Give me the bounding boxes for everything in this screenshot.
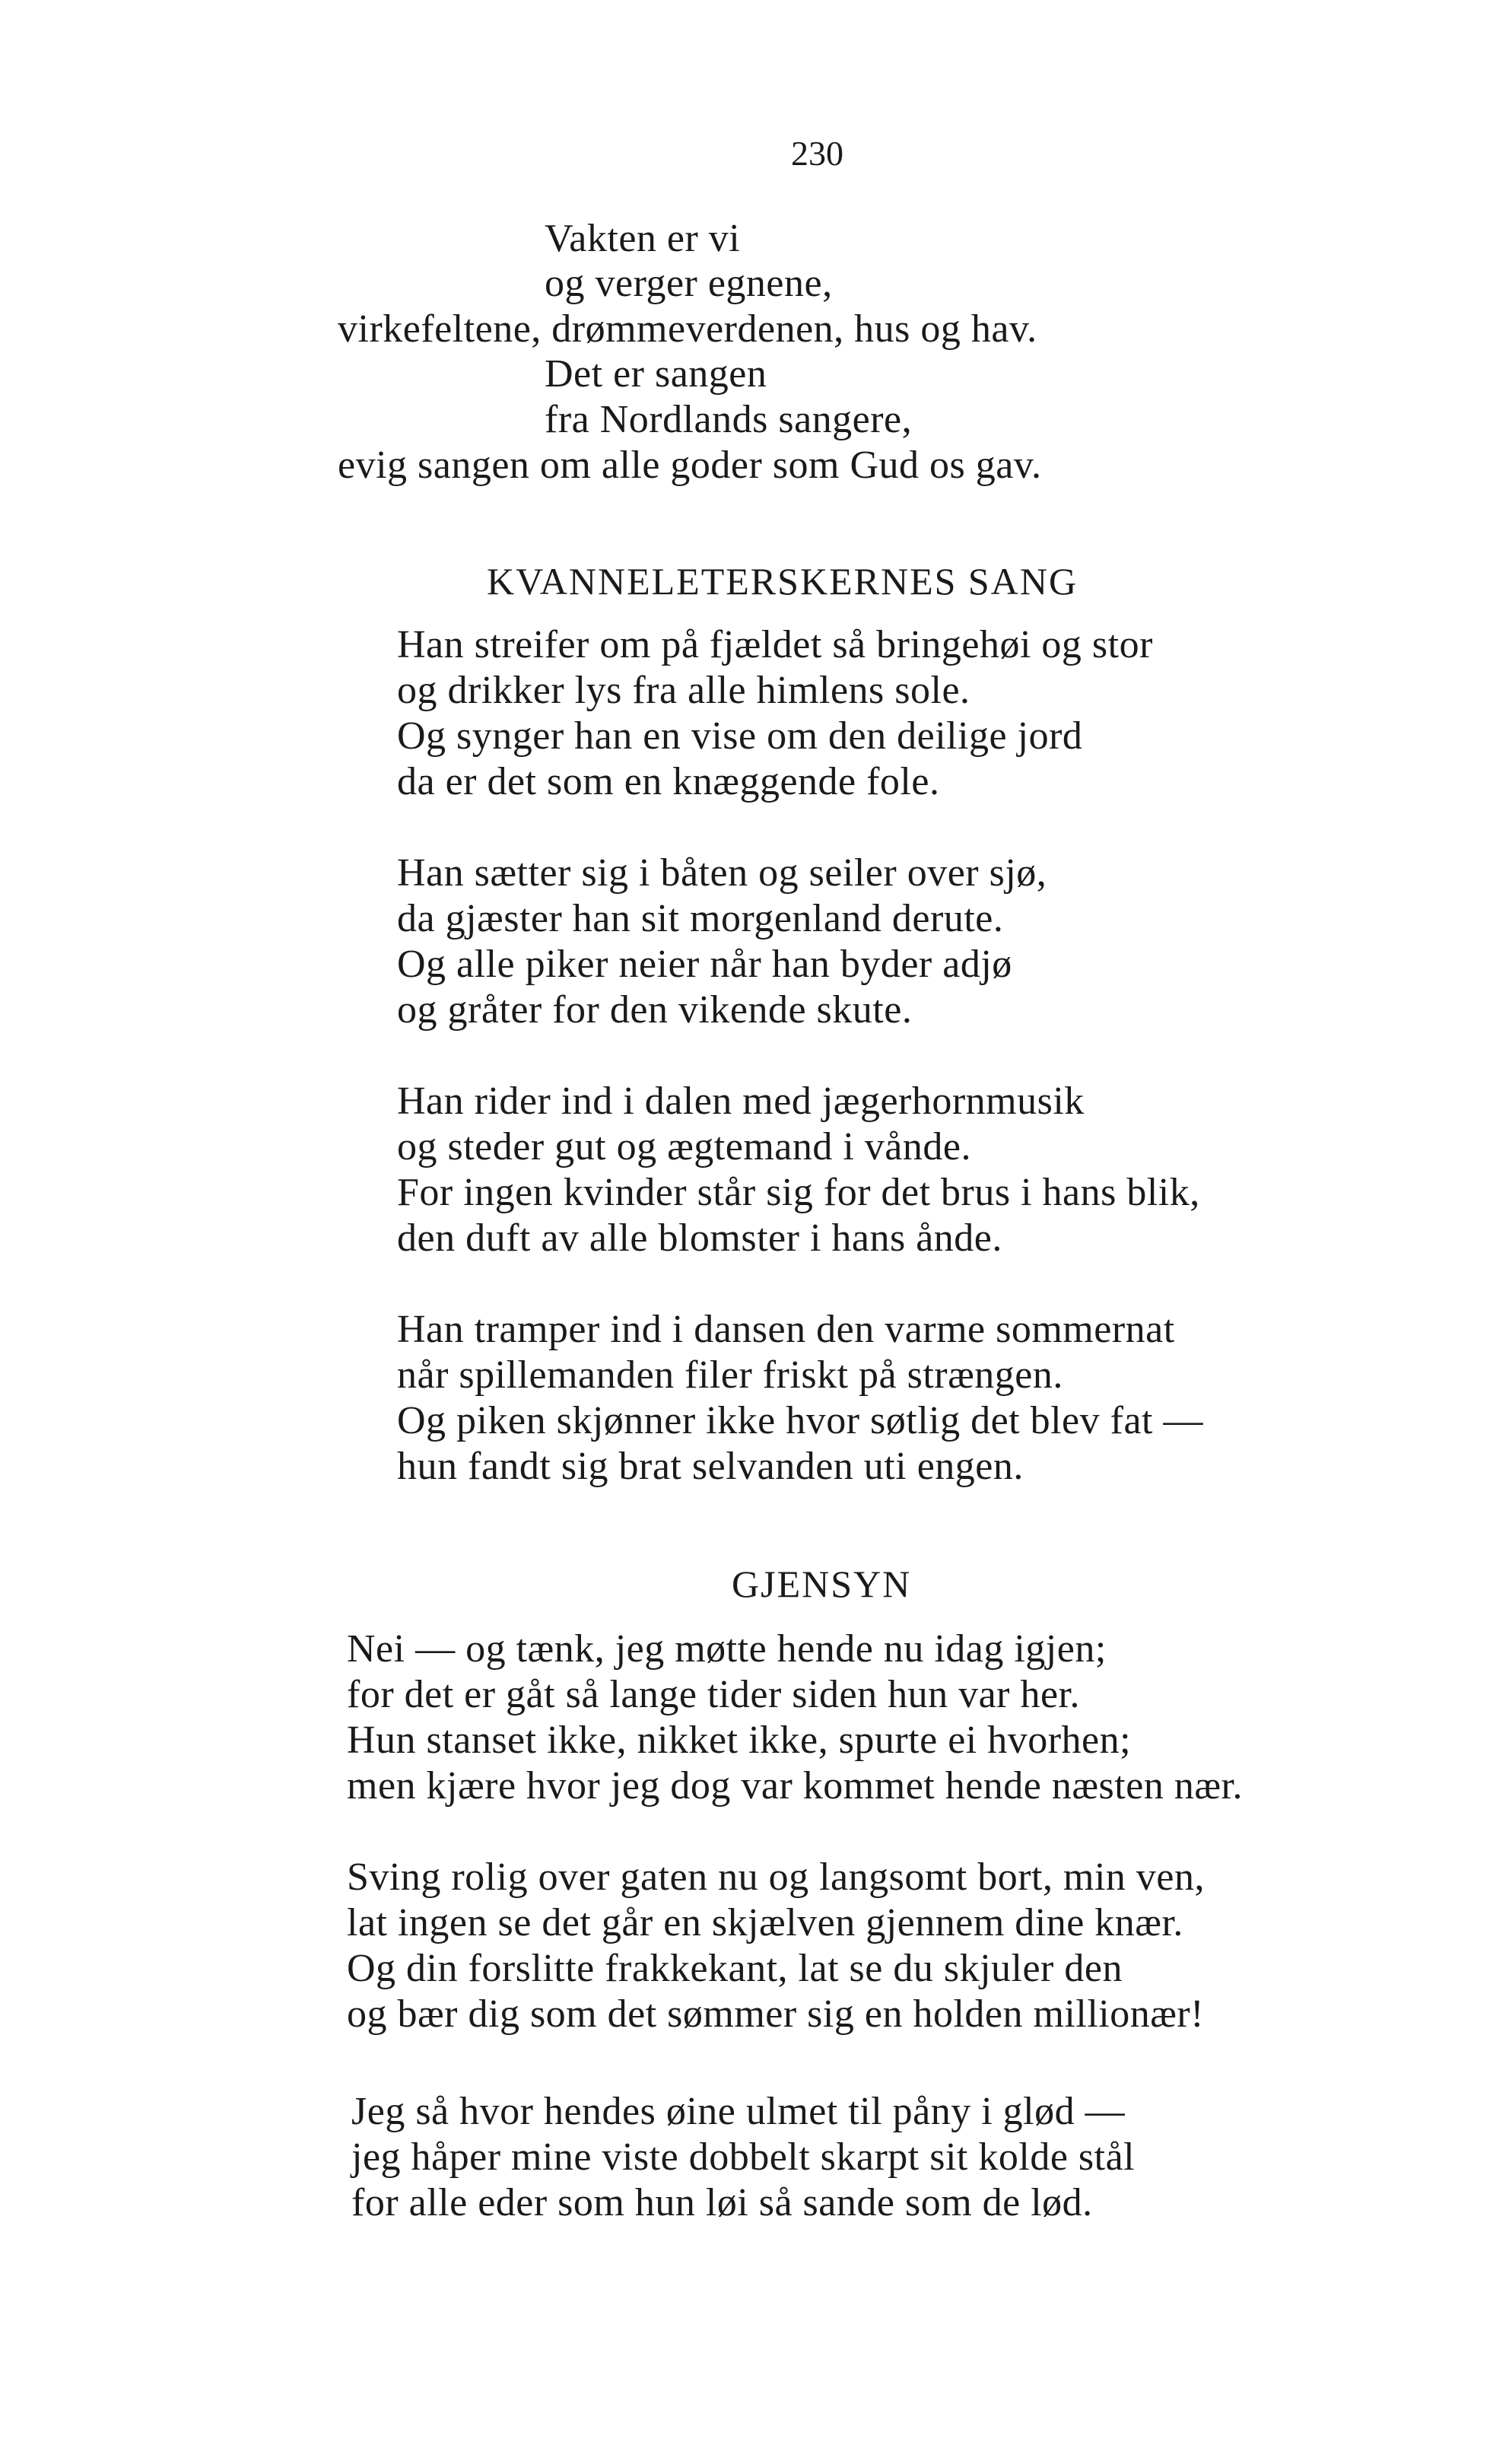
poem-line: da er det som en knæggende fole. (397, 760, 940, 803)
poem-line: Sving rolig over gaten nu og langsomt bort, min ven, (347, 1855, 1205, 1899)
poem-line: Nei — og tænk, jeg møtte hende nu idag igjen; (347, 1627, 1107, 1671)
poem-title: KVANNELETERSKERNES SANG (487, 560, 1078, 603)
poem-line: og steder gut og ægtemand i vånde. (397, 1125, 971, 1169)
poem-title: GJENSYN (732, 1563, 912, 1605)
page-number: 230 (791, 134, 843, 173)
poem-line: Han streifer om på fjældet så bringehøi og stor (397, 623, 1153, 666)
poem-line: og drikker lys fra alle himlens sole. (397, 669, 970, 712)
poem-line: men kjære hvor jeg dog var kommet hende næsten nær. (347, 1764, 1243, 1808)
poem-line: Vakten er vi (545, 217, 741, 260)
poem-line: Det er sangen (545, 352, 767, 396)
poem-line: Han sætter sig i båten og seiler over sjø, (397, 851, 1047, 895)
poem-line: Hun stanset ikke, nikket ikke, spurte ei hvorhen; (347, 1719, 1132, 1762)
poem-line: da gjæster han sit morgenland derute. (397, 897, 1004, 940)
poem-line: når spillemanden filer friskt på strængen. (397, 1353, 1063, 1397)
poem-line: og bær dig som det sømmer sig en holden millionær! (347, 1992, 1205, 2036)
poem-line: Og piken skjønner ikke hvor søtlig det blev fat — (397, 1399, 1203, 1442)
poem-line: og gråter for den vikende skute. (397, 988, 913, 1032)
poem-line: for alle eder som hun løi så sande som de lød. (351, 2181, 1093, 2224)
poem-line: lat ingen se det går en skjælven gjennem dine knær. (347, 1901, 1183, 1944)
poem-line: For ingen kvinder står sig for det brus i hans blik, (397, 1171, 1200, 1214)
poem-line: Jeg så hvor hendes øine ulmet til påny i glød — (351, 2090, 1126, 2133)
poem-line: Han tramper ind i dansen den varme sommernat (397, 1308, 1175, 1351)
poem-line: virkefeltene, drømmeverdenen, hus og hav. (338, 307, 1037, 351)
poem-line: Og synger han en vise om den deilige jord (397, 714, 1083, 758)
poem-line: Han rider ind i dalen med jægerhornmusik (397, 1080, 1085, 1123)
poem-line: for det er gåt så lange tider siden hun var her. (347, 1673, 1080, 1716)
poem-line: Og alle piker neier når han byder adjø (397, 943, 1012, 986)
poem-line: hun fandt sig brat selvanden uti engen. (397, 1445, 1024, 1488)
poem-line: evig sangen om alle goder som Gud os gav. (338, 444, 1042, 487)
poem-line: den duft av alle blomster i hans ånde. (397, 1216, 1002, 1260)
poem-line: jeg håper mine viste dobbelt skarpt sit kolde stål (351, 2135, 1136, 2179)
poem-line: Og din forslitte frakkekant, lat se du skjuler den (347, 1947, 1123, 1990)
poem-line: og verger egnene, (545, 262, 833, 305)
poem-line: fra Nordlands sangere, (545, 398, 913, 441)
